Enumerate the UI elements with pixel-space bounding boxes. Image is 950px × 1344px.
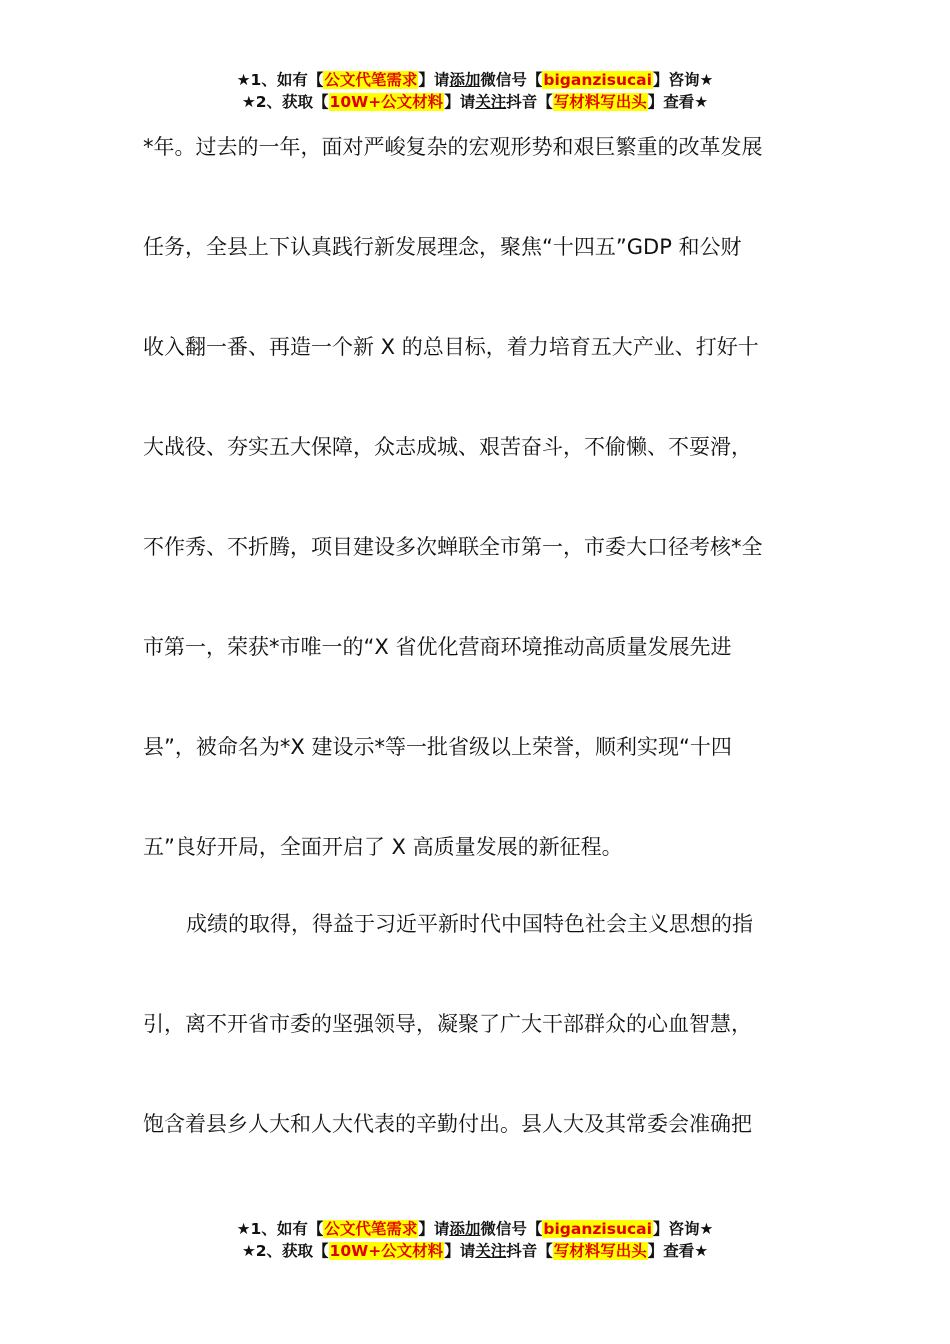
underlined-follow: 关注 xyxy=(475,1242,507,1260)
highlight-wechat-id: biganzisucai xyxy=(543,1220,652,1238)
body-line: 饱含着县乡人大和人大代表的辛勤付出。县人大及其常委会准确把 xyxy=(143,1112,752,1136)
highlight-douyin-id: 写材料写出头 xyxy=(553,1242,647,1260)
footer-text: 微信号【 xyxy=(480,1220,543,1238)
highlight-materials: 10W+公文材料 xyxy=(329,93,444,111)
body-line: 不作秀、不折腾，项目建设多次蝉联全市第一，市委大口径考核*全 xyxy=(143,535,763,559)
body-line: 市第一，荣获*市唯一的“X 省优化营商环境推动高质量发展先进 xyxy=(143,635,732,659)
footer-text: 】请 xyxy=(444,1242,476,1260)
highlight-douyin-id: 写材料写出头 xyxy=(553,93,647,111)
body-line: 引，离不开省市委的坚强领导，凝聚了广大干部群众的心血智慧， xyxy=(143,1012,752,1036)
header-text: 】请 xyxy=(418,71,450,89)
header-text: 微信号【 xyxy=(480,71,543,89)
header-text: 】咨询★ xyxy=(652,71,714,89)
footer-text: 抖音【 xyxy=(506,1242,553,1260)
footer-line-2 xyxy=(0,1240,950,1262)
underlined-follow: 关注 xyxy=(475,93,507,111)
header-text: 】请 xyxy=(444,93,476,111)
footer-text: ★1、如有【 xyxy=(236,1220,324,1238)
body-line-indented: 成绩的取得，得益于习近平新时代中国特色社会主义思想的指 xyxy=(186,912,753,936)
footer-text: ★2、获取【 xyxy=(241,1242,329,1260)
underlined-add: 添加 xyxy=(449,71,481,89)
body-line: 五”良好开局，全面开启了 X 高质量发展的新征程。 xyxy=(143,835,623,859)
footer-text: 】查看★ xyxy=(647,1242,709,1260)
highlight-materials: 10W+公文材料 xyxy=(329,1242,444,1260)
footer-text: 】请 xyxy=(418,1220,450,1238)
body-line: *年。过去的一年，面对严峻复杂的宏观形势和艰巨繁重的改革发展 xyxy=(143,135,763,159)
highlight-ghostwriting: 公文代笔需求 xyxy=(324,1220,418,1238)
body-line: 大战役、夯实五大保障，众志成城、艰苦奋斗，不偷懒、不耍滑， xyxy=(143,435,752,459)
highlight-wechat-id: biganzisucai xyxy=(543,71,652,89)
body-line: 县”，被命名为*X 建设示*等一批省级以上荣誉，顺利实现“十四 xyxy=(143,735,732,759)
body-line: 收入翻一番、再造一个新 X 的总目标，着力培育五大产业、打好十 xyxy=(143,335,759,359)
header-text: 抖音【 xyxy=(506,93,553,111)
footer-banner xyxy=(0,1218,950,1262)
header-text: 】查看★ xyxy=(647,93,709,111)
header-text: ★1、如有【 xyxy=(236,71,324,89)
header-line-1 xyxy=(0,69,950,91)
underlined-add: 添加 xyxy=(449,1220,481,1238)
footer-line-1 xyxy=(0,1218,950,1240)
header-banner xyxy=(0,69,950,113)
header-line-2 xyxy=(0,91,950,113)
header-text: ★2、获取【 xyxy=(241,93,329,111)
body-line: 任务，全县上下认真践行新发展理念，聚焦“十四五”GDP 和公财 xyxy=(143,235,742,259)
highlight-ghostwriting: 公文代笔需求 xyxy=(324,71,418,89)
footer-text: 】咨询★ xyxy=(652,1220,714,1238)
